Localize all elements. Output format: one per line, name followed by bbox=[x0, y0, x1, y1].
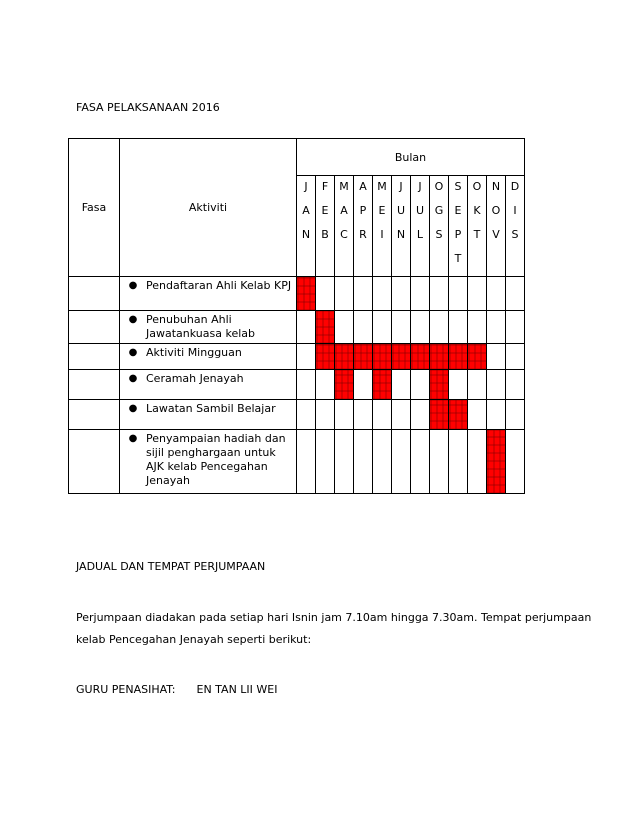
month-letter: P bbox=[454, 228, 462, 241]
month-letter: U bbox=[396, 204, 406, 217]
month-header bbox=[297, 176, 316, 277]
gantt-bar-cell bbox=[316, 344, 335, 370]
activity-label: Pendaftaran Ahli Kelab KPJ bbox=[146, 279, 292, 292]
month-header bbox=[373, 176, 392, 277]
month-letter: N bbox=[301, 228, 311, 241]
gantt-empty-cell bbox=[297, 370, 316, 400]
gantt-empty-cell bbox=[430, 311, 449, 344]
activity-label: Ceramah Jenayah bbox=[146, 372, 244, 385]
gantt-empty-cell bbox=[487, 277, 506, 311]
gantt-empty-cell bbox=[316, 430, 335, 494]
activity-row bbox=[69, 277, 525, 311]
advisor-line bbox=[76, 683, 277, 696]
gantt-empty-cell bbox=[468, 277, 487, 311]
month-letter: V bbox=[492, 228, 500, 241]
month-letter: J bbox=[399, 180, 403, 193]
activity-label: Aktiviti Mingguan bbox=[146, 346, 242, 359]
schedule-title: JADUAL DAN TEMPAT PERJUMPAAN bbox=[76, 560, 266, 573]
month-letter: B bbox=[321, 228, 329, 241]
gantt-empty-cell bbox=[487, 344, 506, 370]
gantt-table bbox=[68, 138, 525, 494]
month-letter: N bbox=[491, 180, 501, 193]
gantt-empty-cell bbox=[487, 400, 506, 430]
gantt-empty-cell bbox=[373, 311, 392, 344]
gantt-bar-cell bbox=[487, 430, 506, 494]
gantt-empty-cell bbox=[430, 277, 449, 311]
gantt-empty-cell bbox=[506, 430, 525, 494]
activity-cell bbox=[120, 370, 297, 400]
activity-row bbox=[69, 370, 525, 400]
activity-row bbox=[69, 430, 525, 494]
advisor-label: GURU PENASIHAT: bbox=[76, 683, 176, 696]
header-aktiviti: Aktiviti bbox=[120, 139, 297, 277]
gantt-empty-cell bbox=[506, 400, 525, 430]
activity-label: Penubuhan Ahli Jawatankuasa kelab bbox=[146, 313, 255, 340]
fasa-cell bbox=[69, 344, 120, 370]
month-header bbox=[316, 176, 335, 277]
fasa-cell bbox=[69, 370, 120, 400]
month-letter: R bbox=[359, 228, 367, 241]
bullet-icon: ● bbox=[128, 347, 138, 358]
header-fasa: Fasa bbox=[69, 139, 120, 277]
month-letter: O bbox=[472, 180, 482, 193]
gantt-bar-cell bbox=[373, 344, 392, 370]
month-letter: T bbox=[473, 228, 481, 241]
gantt-empty-cell bbox=[392, 311, 411, 344]
gantt-bar-cell bbox=[392, 344, 411, 370]
activity-cell bbox=[120, 344, 297, 370]
month-letter: U bbox=[415, 204, 425, 217]
month-letter: M bbox=[377, 180, 387, 193]
gantt-empty-cell bbox=[506, 311, 525, 344]
gantt-bar-cell bbox=[430, 370, 449, 400]
gantt-empty-cell bbox=[449, 430, 468, 494]
activity-row bbox=[69, 311, 525, 344]
gantt-empty-cell bbox=[335, 430, 354, 494]
gantt-bar-cell bbox=[354, 344, 373, 370]
gantt-bar-cell bbox=[449, 344, 468, 370]
gantt-bar-cell bbox=[335, 344, 354, 370]
gantt-empty-cell bbox=[411, 311, 430, 344]
gantt-empty-cell bbox=[430, 430, 449, 494]
month-letter: A bbox=[302, 204, 310, 217]
month-letter: N bbox=[396, 228, 406, 241]
month-header bbox=[506, 176, 525, 277]
gantt-bar-cell bbox=[430, 400, 449, 430]
month-header bbox=[449, 176, 468, 277]
fasa-cell bbox=[69, 400, 120, 430]
gantt-empty-cell bbox=[354, 400, 373, 430]
gantt-empty-cell bbox=[373, 430, 392, 494]
activity-row bbox=[69, 400, 525, 430]
month-letter: F bbox=[321, 180, 329, 193]
schedule-line-2: kelab Pencegahan Jenayah seperti berikut: bbox=[76, 633, 312, 646]
month-header bbox=[335, 176, 354, 277]
month-letter: S bbox=[435, 228, 443, 241]
activity-cell bbox=[120, 430, 297, 494]
header-bulan: Bulan bbox=[297, 139, 525, 176]
gantt-empty-cell bbox=[411, 400, 430, 430]
gantt-empty-cell bbox=[449, 311, 468, 344]
month-letter: O bbox=[434, 180, 444, 193]
gantt-empty-cell bbox=[335, 311, 354, 344]
gantt-empty-cell bbox=[506, 277, 525, 311]
gantt-empty-cell bbox=[411, 277, 430, 311]
month-letter: S bbox=[454, 180, 462, 193]
gantt-empty-cell bbox=[487, 370, 506, 400]
gantt-empty-cell bbox=[354, 370, 373, 400]
gantt-empty-cell bbox=[316, 277, 335, 311]
gantt-bar-cell bbox=[468, 344, 487, 370]
month-header bbox=[354, 176, 373, 277]
gantt-bar-cell bbox=[430, 344, 449, 370]
gantt-bar-cell bbox=[449, 400, 468, 430]
activity-row bbox=[69, 344, 525, 370]
gantt-empty-cell bbox=[411, 370, 430, 400]
bullet-icon: ● bbox=[128, 433, 138, 444]
month-header bbox=[468, 176, 487, 277]
gantt-empty-cell bbox=[335, 277, 354, 311]
month-header bbox=[487, 176, 506, 277]
gantt-empty-cell bbox=[468, 311, 487, 344]
month-letter: E bbox=[321, 204, 329, 217]
gantt-empty-cell bbox=[297, 344, 316, 370]
month-letter: P bbox=[359, 204, 367, 217]
bullet-icon: ● bbox=[128, 314, 138, 325]
gantt-bar-cell bbox=[297, 277, 316, 311]
month-letter: J bbox=[304, 180, 308, 193]
gantt-empty-cell bbox=[487, 311, 506, 344]
month-letter: E bbox=[378, 204, 386, 217]
gantt-empty-cell bbox=[468, 370, 487, 400]
month-header bbox=[430, 176, 449, 277]
gantt-bar-cell bbox=[335, 370, 354, 400]
gantt-empty-cell bbox=[392, 277, 411, 311]
gantt-empty-cell bbox=[468, 400, 487, 430]
month-letter: O bbox=[491, 204, 501, 217]
activity-cell bbox=[120, 400, 297, 430]
month-letter: L bbox=[416, 228, 424, 241]
month-letter: A bbox=[340, 204, 348, 217]
gantt-bar-cell bbox=[373, 370, 392, 400]
gantt-empty-cell bbox=[297, 311, 316, 344]
gantt-empty-cell bbox=[506, 344, 525, 370]
month-letter: K bbox=[473, 204, 481, 217]
activity-label: Lawatan Sambil Belajar bbox=[146, 402, 276, 415]
activity-cell bbox=[120, 277, 297, 311]
gantt-empty-cell bbox=[297, 430, 316, 494]
bullet-icon: ● bbox=[128, 403, 138, 414]
month-letter: G bbox=[434, 204, 444, 217]
gantt-empty-cell bbox=[297, 400, 316, 430]
month-letter: A bbox=[359, 180, 367, 193]
month-letter: S bbox=[511, 228, 519, 241]
fasa-cell bbox=[69, 311, 120, 344]
advisor-name: EN TAN LII WEI bbox=[196, 683, 278, 696]
bullet-icon: ● bbox=[128, 373, 138, 384]
month-letter: I bbox=[513, 204, 517, 217]
month-letter: J bbox=[418, 180, 422, 193]
gantt-empty-cell bbox=[373, 400, 392, 430]
month-letter: M bbox=[339, 180, 349, 193]
month-letter: D bbox=[510, 180, 520, 193]
month-letter: C bbox=[340, 228, 348, 241]
gantt-bar-cell bbox=[411, 344, 430, 370]
activity-cell bbox=[120, 311, 297, 344]
activity-label: Penyampaian hadiah dan sijil penghargaan untuk AJK kelab Pencegahan Jenayah bbox=[146, 432, 286, 487]
gantt-bar-cell bbox=[316, 311, 335, 344]
gantt-empty-cell bbox=[392, 400, 411, 430]
fasa-cell bbox=[69, 430, 120, 494]
month-header bbox=[392, 176, 411, 277]
gantt-empty-cell bbox=[354, 311, 373, 344]
bullet-icon: ● bbox=[128, 280, 138, 291]
gantt-empty-cell bbox=[506, 370, 525, 400]
gantt-empty-cell bbox=[373, 277, 392, 311]
gantt-empty-cell bbox=[354, 430, 373, 494]
gantt-empty-cell bbox=[316, 370, 335, 400]
month-letter: I bbox=[380, 228, 384, 241]
gantt-empty-cell bbox=[392, 370, 411, 400]
fasa-cell bbox=[69, 277, 120, 311]
gantt-empty-cell bbox=[392, 430, 411, 494]
month-letter: T bbox=[454, 252, 462, 265]
month-header bbox=[411, 176, 430, 277]
gantt-empty-cell bbox=[468, 430, 487, 494]
gantt-empty-cell bbox=[335, 400, 354, 430]
month-letter: E bbox=[454, 204, 462, 217]
gantt-empty-cell bbox=[354, 277, 373, 311]
gantt-empty-cell bbox=[411, 430, 430, 494]
schedule-line-1: Perjumpaan diadakan pada setiap hari Isnin jam 7.10am hingga 7.30am. Tempat perjumpaan bbox=[76, 611, 592, 624]
gantt-empty-cell bbox=[449, 370, 468, 400]
section-title: FASA PELAKSANAAN 2016 bbox=[76, 101, 220, 114]
gantt-empty-cell bbox=[449, 277, 468, 311]
gantt-empty-cell bbox=[316, 400, 335, 430]
